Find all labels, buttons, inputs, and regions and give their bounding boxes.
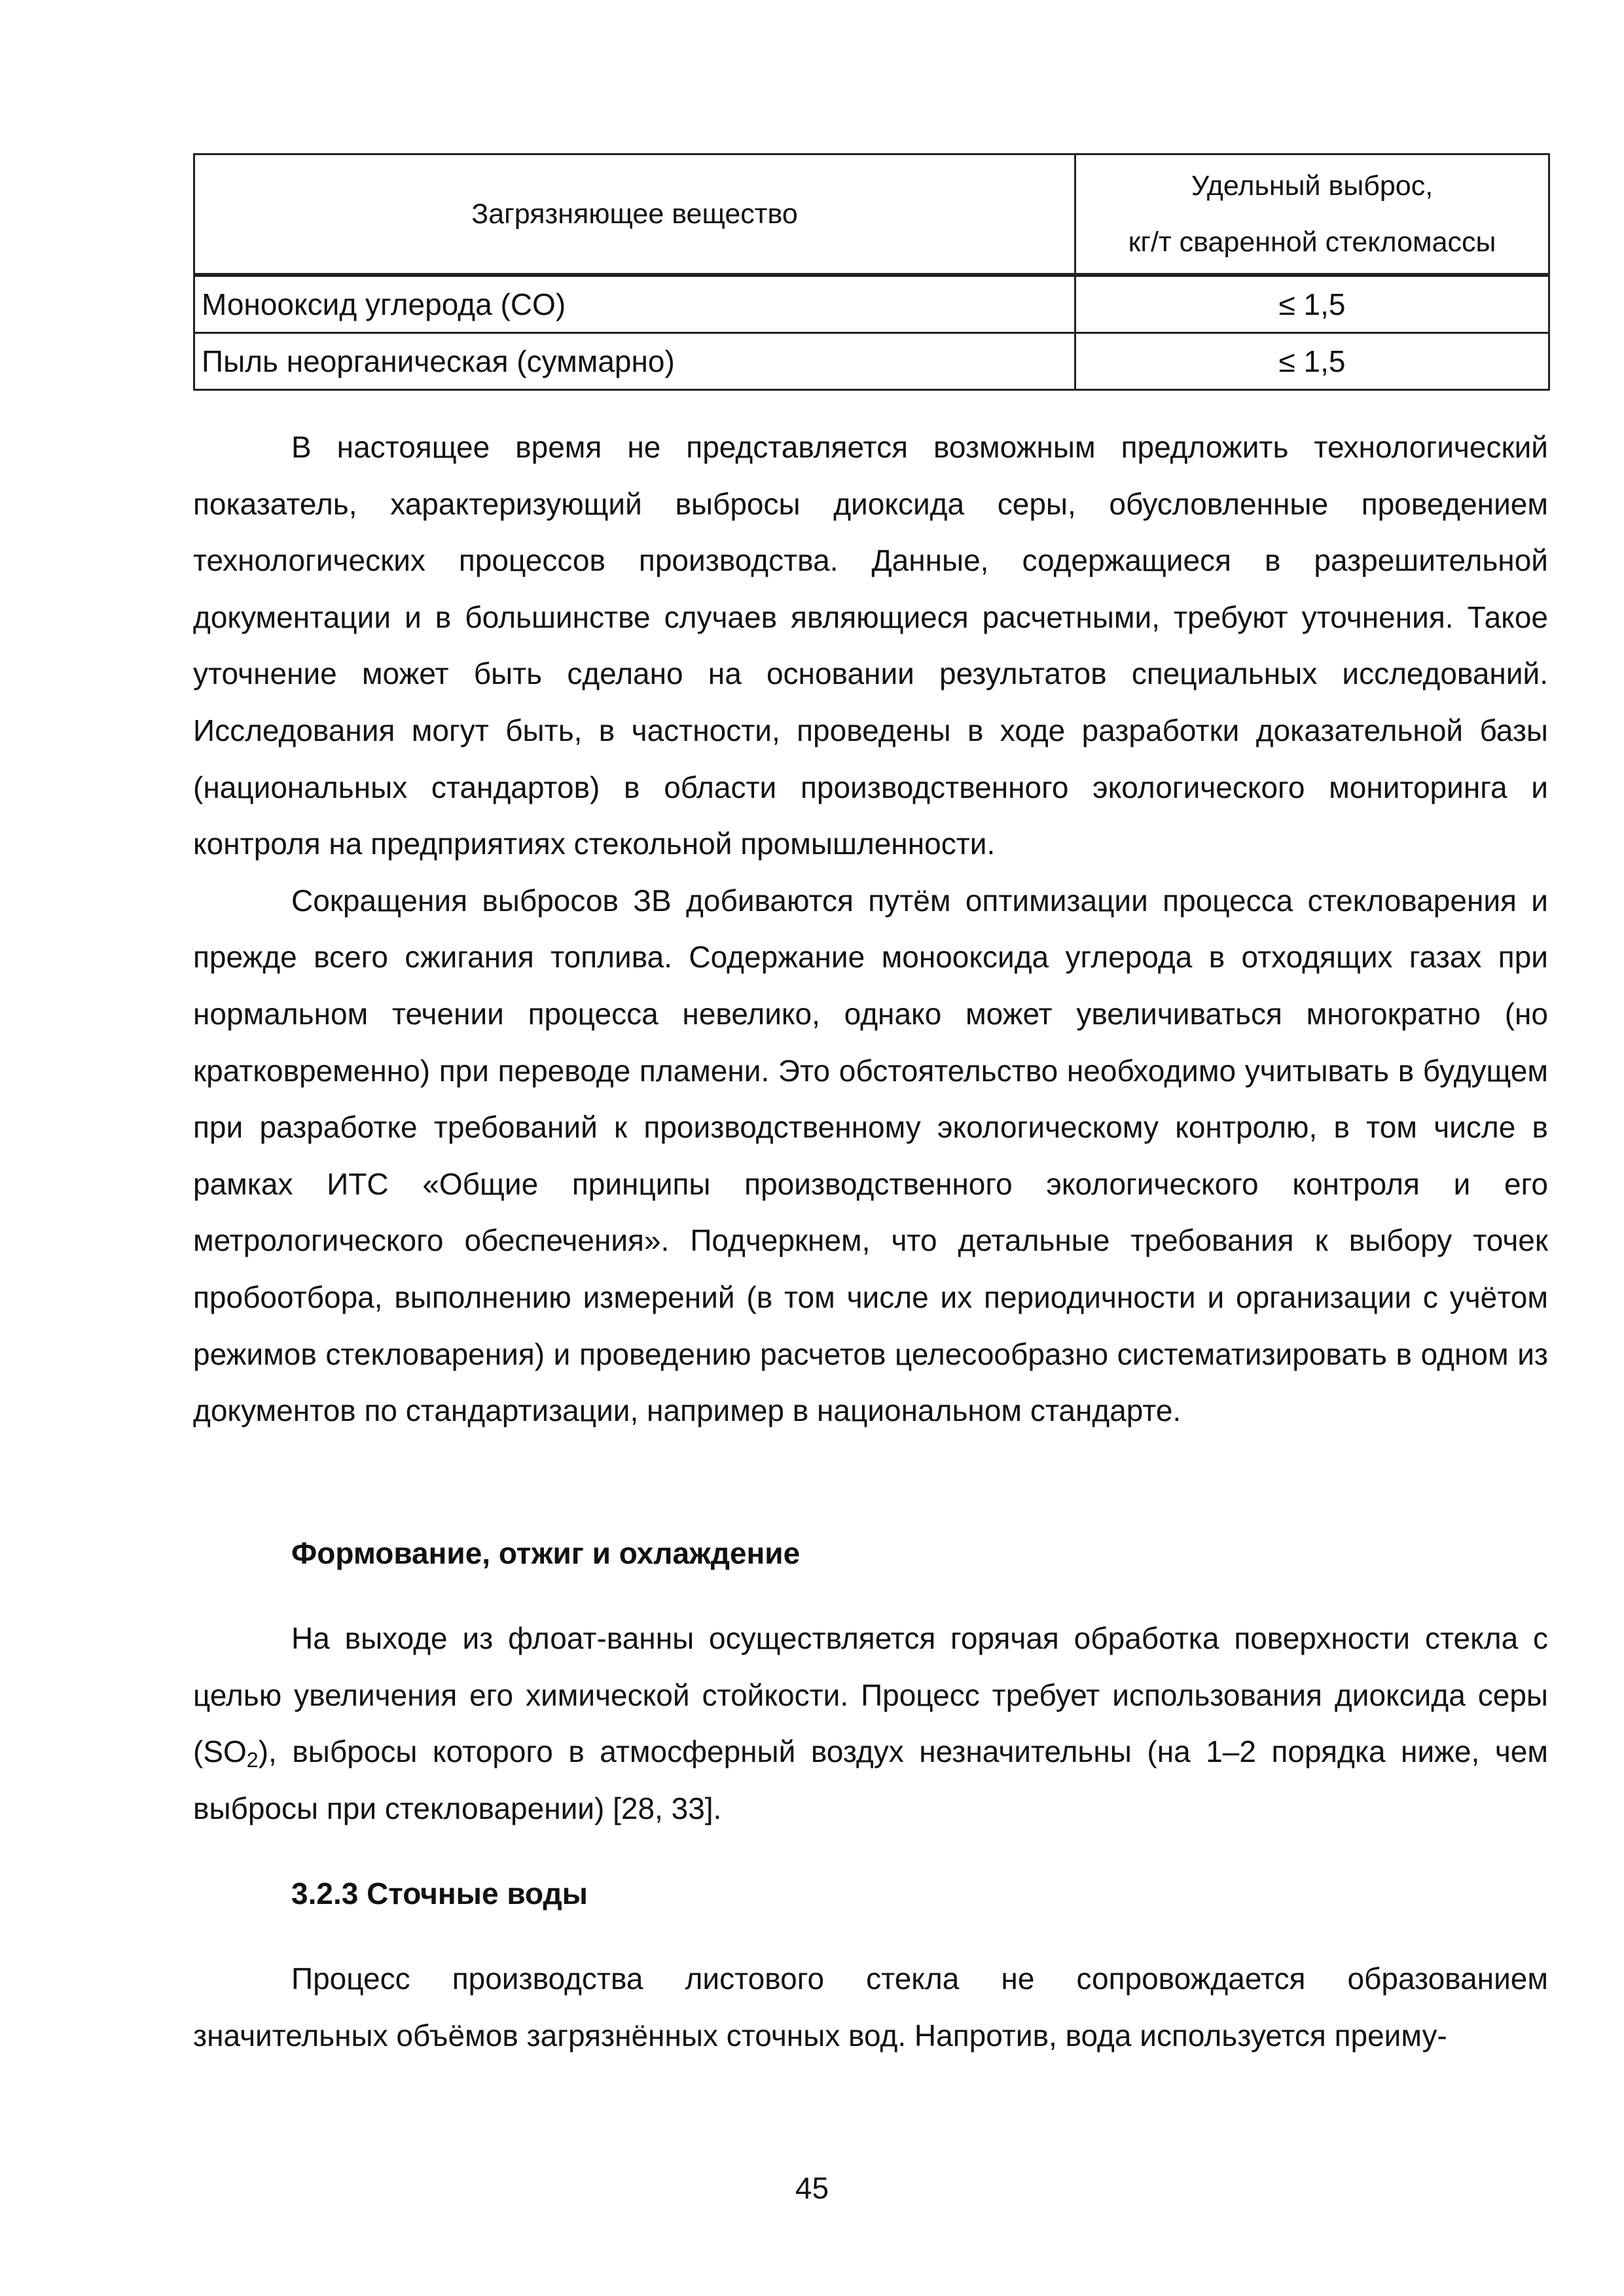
- body-text-block-1: [193, 419, 1548, 1439]
- table-header-row: [194, 154, 1549, 276]
- page-number: 45: [795, 2171, 829, 2205]
- emissions-table: [193, 153, 1550, 391]
- section-heading-forming: Формование, отжиг и охлаждение: [291, 1536, 801, 1570]
- paragraph-wastewater: Процесс производства листового стекла не сопровождается образованием значительных объёмов загрязнённых сточных вод. Напротив, вода используется преиму-: [193, 1962, 1548, 2053]
- paragraph-float-bath: [193, 1610, 1548, 1837]
- table-cell-substance: Пыль неорганическая (суммарно): [194, 333, 1075, 390]
- table-cell-value: ≤ 1,5: [1075, 333, 1549, 390]
- paragraph-float-bath-part2: ), выбросы которого в атмосферный воздух незначительны (на 1–2 порядка ниже, чем выбросы при стекловарении) [28, 33].: [193, 1734, 1548, 1825]
- header-emission-line1: Удельный выброс,: [1191, 170, 1434, 202]
- paragraph-float-bath-part1: На выходе из флоат-ванны осуществляется горячая обработка поверхности стекла с целью увеличения его химической стойкости. Процесс требует использования диоксида серы (SO: [193, 1621, 1548, 1769]
- paragraph-emission-reduction: Сокращения выбросов ЗВ добиваются путём оптимизации процесса стекловарения и прежде всего сжигания топлива. Содержание монооксида углерода в отходящих газах при нормальном течении процесса невелико, однако может увеличиваться многократно (но кратковременно) при переводе пламени. Это обстоятельство необходимо учитывать в будущем при разработке требований к производственному экологическому контролю, в том числе в рамках ИТС «Общие принципы производственного экологического контроля и его метрологического обеспечения». Подчеркнем, что детальные требования к выбору точек пробоотбора, выполнению измерений (в том числе их периодичности и организации с учётом режимов стекловарения) и проведению расчетов целесообразно систематизировать в одном из документов по стандартизации, например в национальном стандарте.: [193, 883, 1548, 1428]
- header-substance: Загрязняющее вещество: [194, 154, 1075, 276]
- paragraph-sulfur-dioxide-indicator: В настоящее время не представляется возможным предложить технологический показатель, характеризующий выбросы диоксида серы, обусловленные проведением технологических процессов производства. Данные, содержащиеся в разрешительной документации и в большинстве случаев являющиеся расчетными, требуют уточнения. Такое уточнение может быть сделано на основании результатов специальных исследований. Исследования могут быть, в частности, проведены в ходе разработки доказательной базы (национальных стандартов) в области производственного экологического мониторинга и контроля на предприятиях стекольной промышленности.: [193, 430, 1548, 861]
- table-cell-substance: Монооксид углерода (CO): [194, 275, 1075, 333]
- so2-subscript: 2: [246, 1748, 259, 1772]
- section-heading-wastewater: 3.2.3 Сточные воды: [291, 1876, 588, 1910]
- table-row: [194, 275, 1549, 333]
- header-emission-line2: кг/т сваренной стекломассы: [1128, 226, 1496, 258]
- table-cell-value: ≤ 1,5: [1075, 275, 1549, 333]
- body-text-block-2: [193, 1610, 1548, 1837]
- header-specific-emission: [1075, 154, 1549, 276]
- table-row: [194, 333, 1549, 390]
- body-text-block-3: [193, 1950, 1548, 2064]
